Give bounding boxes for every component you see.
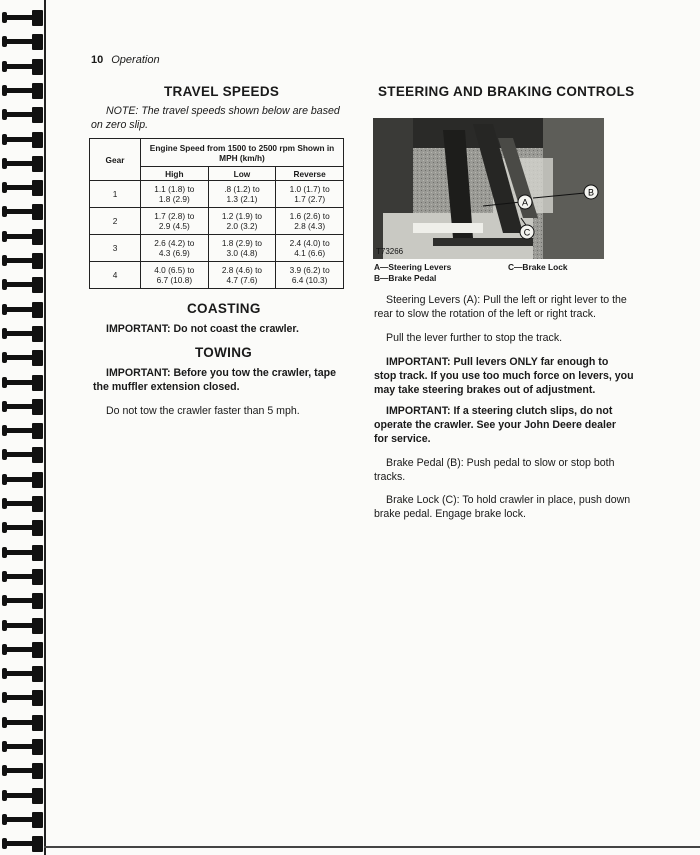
low-from: 1.8 (2.9) to bbox=[221, 238, 263, 248]
binding-coil bbox=[2, 593, 46, 609]
coasting-important bbox=[106, 322, 299, 336]
reverse-to: 1.7 (2.7) bbox=[294, 194, 326, 204]
brake-pedal-line2: tracks. bbox=[374, 471, 406, 483]
engine-speed-header-line2: MPH (km/h) bbox=[219, 152, 265, 163]
steering-imp2-line1: IMPORTANT: If a steering clutch slips, do not bbox=[386, 405, 613, 417]
binding-coil bbox=[2, 34, 46, 50]
reverse-to: 6.4 (10.3) bbox=[291, 275, 328, 285]
low-cell bbox=[208, 208, 276, 235]
reverse-from: 1.6 (2.6) to bbox=[289, 211, 330, 221]
binding-coil bbox=[2, 156, 46, 172]
reverse-to: 4.1 (6.6) bbox=[294, 248, 326, 258]
gear-column-header: Gear bbox=[90, 139, 141, 181]
steering-p2: Pull the lever further to stop the track. bbox=[386, 332, 563, 344]
binding-coil bbox=[2, 618, 46, 634]
gear-cell: 1 bbox=[90, 181, 141, 208]
binding-coil bbox=[2, 836, 46, 852]
reverse-cell bbox=[276, 262, 344, 289]
high-to: 1.8 (2.9) bbox=[158, 194, 190, 204]
low-from: .8 (1.2) to bbox=[224, 184, 260, 194]
high-from: 4.0 (6.5) to bbox=[154, 265, 195, 275]
binding-coil bbox=[2, 812, 46, 828]
high-cell bbox=[141, 181, 209, 208]
coasting-important-label: IMPORTANT: bbox=[106, 323, 171, 335]
brake-pedal-line1: Brake Pedal (B): Push pedal to slow or stop both bbox=[386, 457, 615, 469]
gear-cell: 3 bbox=[90, 235, 141, 262]
caption-a: A—Steering Levers bbox=[374, 262, 452, 272]
low-to: 2.0 (3.2) bbox=[226, 221, 258, 231]
coasting-heading: COASTING bbox=[187, 301, 261, 316]
high-cell bbox=[141, 262, 209, 289]
low-column-header: Low bbox=[208, 167, 276, 181]
brake-lock-line2: brake pedal. Engage brake lock. bbox=[374, 508, 526, 520]
high-from: 2.6 (4.2) to bbox=[154, 238, 195, 248]
low-to: 1.3 (2.1) bbox=[226, 194, 258, 204]
travel-speeds-heading: TRAVEL SPEEDS bbox=[164, 84, 280, 99]
binding-coil bbox=[2, 10, 46, 26]
binding-coil bbox=[2, 253, 46, 269]
binding-coil bbox=[2, 180, 46, 196]
caption-c: C—Brake Lock bbox=[508, 262, 568, 272]
high-cell bbox=[141, 235, 209, 262]
binding-coil bbox=[2, 326, 46, 342]
engine-speed-header-line1: Engine Speed from 1500 to 2500 rpm Shown in bbox=[149, 142, 335, 153]
page-number: 10 bbox=[91, 54, 104, 66]
binding-coil bbox=[2, 715, 46, 731]
steering-p1-line1: Steering Levers (A): Pull the left or right lever to the bbox=[386, 294, 627, 306]
steering-imp2-line3: for service. bbox=[374, 433, 431, 445]
high-from: 1.1 (1.8) to bbox=[154, 184, 195, 194]
binding-coil bbox=[2, 375, 46, 391]
binding-coil bbox=[2, 666, 46, 682]
binding-coil bbox=[2, 107, 46, 123]
binding-coil bbox=[2, 690, 46, 706]
high-to: 4.3 (6.9) bbox=[158, 248, 190, 258]
reverse-from: 3.9 (6.2) to bbox=[289, 265, 330, 275]
binding-coil bbox=[2, 472, 46, 488]
binding-coil bbox=[2, 569, 46, 585]
low-cell bbox=[208, 262, 276, 289]
reverse-cell bbox=[276, 235, 344, 262]
binding-coil bbox=[2, 739, 46, 755]
high-column-header: High bbox=[141, 167, 209, 181]
photo-illustration bbox=[373, 118, 604, 259]
high-to: 2.9 (4.5) bbox=[158, 221, 190, 231]
low-from: 1.2 (1.9) to bbox=[221, 211, 263, 221]
binding-coil bbox=[2, 350, 46, 366]
binding-coil bbox=[2, 447, 46, 463]
steering-imp1-line3: may take steering brakes out of adjustment. bbox=[374, 384, 596, 396]
binding-coil bbox=[2, 229, 46, 245]
callout-b-label: B bbox=[587, 187, 595, 198]
travel-note-line2: on zero slip. bbox=[91, 119, 149, 131]
low-from: 2.8 (4.6) to bbox=[221, 265, 263, 275]
binding-coil bbox=[2, 763, 46, 779]
table-row bbox=[90, 208, 344, 235]
reverse-column-header: Reverse bbox=[276, 167, 344, 181]
low-cell bbox=[208, 181, 276, 208]
binding-coil bbox=[2, 399, 46, 415]
steering-p1-line2: rear to slow the rotation of the left or right track. bbox=[374, 308, 596, 320]
reverse-from: 1.0 (1.7) to bbox=[289, 184, 330, 194]
binding-coil bbox=[2, 642, 46, 658]
reverse-from: 2.4 (4.0) to bbox=[289, 238, 330, 248]
steering-heading: STEERING AND BRAKING CONTROLS bbox=[378, 84, 635, 99]
table-row bbox=[90, 262, 344, 289]
engine-speed-header bbox=[141, 139, 344, 167]
binding-coil bbox=[2, 302, 46, 318]
caption-b: B—Brake Pedal bbox=[374, 273, 437, 283]
steering-imp1-line1: IMPORTANT: Pull levers ONLY far enough to bbox=[386, 356, 609, 368]
binding-coil bbox=[2, 277, 46, 293]
page-header bbox=[91, 54, 160, 66]
towing-heading: TOWING bbox=[195, 345, 253, 360]
binding-coil bbox=[2, 788, 46, 804]
steering-imp2-line2: operate the crawler. See your John Deere dealer bbox=[374, 419, 616, 431]
high-to: 6.7 (10.8) bbox=[156, 275, 193, 285]
binding-coil bbox=[2, 545, 46, 561]
gear-cell: 2 bbox=[90, 208, 141, 235]
binding-coil bbox=[2, 423, 46, 439]
section-name: Operation bbox=[111, 54, 160, 66]
controls-photo bbox=[373, 118, 604, 259]
coasting-important-text: Do not coast the crawler. bbox=[173, 323, 299, 335]
steering-imp1-line2: stop track. If you use too much force on levers, you bbox=[374, 370, 634, 382]
towing-important-line1: IMPORTANT: Before you tow the crawler, tape bbox=[106, 367, 336, 379]
low-to: 3.0 (4.8) bbox=[226, 248, 258, 258]
travel-speeds-table bbox=[89, 138, 344, 289]
binding-coil bbox=[2, 520, 46, 536]
table-row bbox=[90, 181, 344, 208]
reverse-to: 2.8 (4.3) bbox=[294, 221, 326, 231]
low-cell bbox=[208, 235, 276, 262]
page-bottom-edge bbox=[44, 846, 700, 848]
high-from: 1.7 (2.8) to bbox=[154, 211, 195, 221]
reverse-cell bbox=[276, 181, 344, 208]
callout-c-label: C bbox=[523, 227, 531, 238]
binding-coil bbox=[2, 496, 46, 512]
table-row bbox=[90, 235, 344, 262]
reverse-cell bbox=[276, 208, 344, 235]
binding-coil bbox=[2, 59, 46, 75]
callout-a-label: A bbox=[521, 197, 529, 208]
binding-coil bbox=[2, 204, 46, 220]
binding-coil bbox=[2, 132, 46, 148]
high-cell bbox=[141, 208, 209, 235]
photo-code: T73266 bbox=[376, 247, 404, 256]
low-to: 4.7 (7.6) bbox=[226, 275, 258, 285]
gear-cell: 4 bbox=[90, 262, 141, 289]
travel-note-line1: NOTE: The travel speeds shown below are based bbox=[106, 105, 340, 117]
towing-body: Do not tow the crawler faster than 5 mph. bbox=[106, 405, 300, 417]
brake-lock-line1: Brake Lock (C): To hold crawler in place, push down bbox=[386, 494, 631, 506]
spiral-binding bbox=[0, 0, 62, 855]
towing-important-line2: the muffler extension closed. bbox=[93, 381, 240, 393]
binding-coil bbox=[2, 83, 46, 99]
